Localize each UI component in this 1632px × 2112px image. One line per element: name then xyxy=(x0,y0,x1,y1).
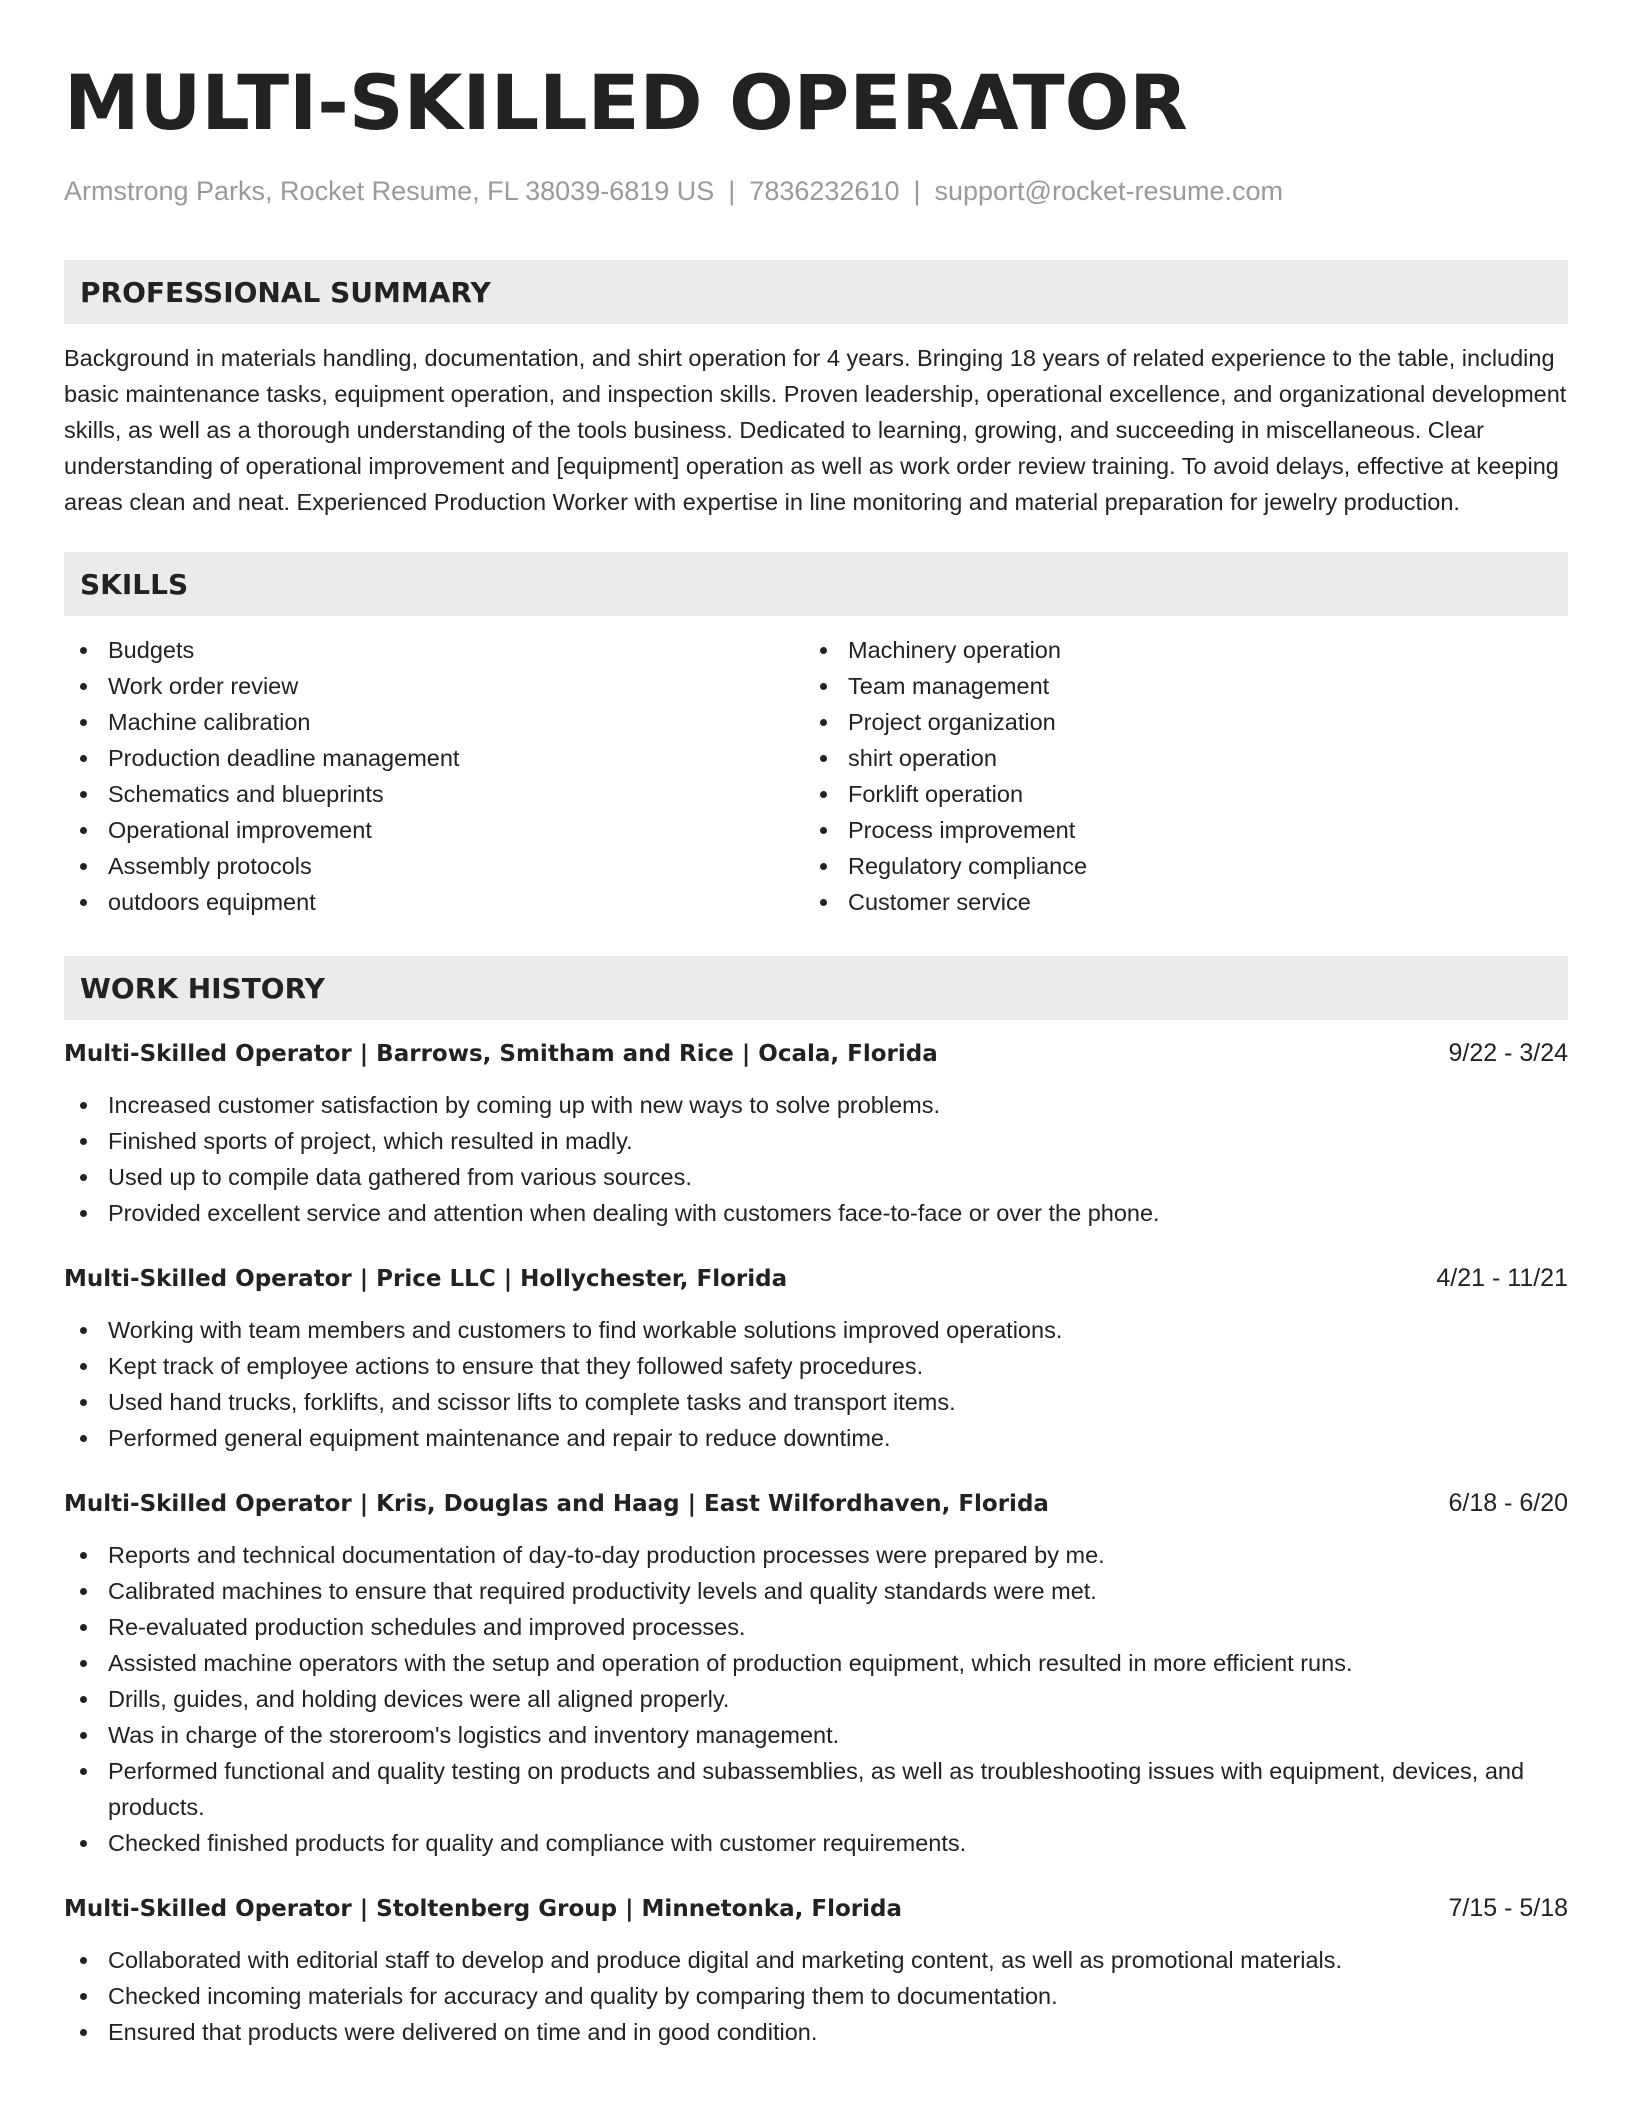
job-title-row xyxy=(64,1036,1568,1071)
job-bullet: Finished sports of project, which resulted in madly. xyxy=(64,1123,1568,1159)
skill-item: Regulatory compliance xyxy=(804,848,1544,884)
skill-item: Assembly protocols xyxy=(64,848,804,884)
contact-separator: | xyxy=(913,176,921,206)
contact-phone: 7836232610 xyxy=(749,176,900,206)
job-bullet: Calibrated machines to ensure that required productivity levels and quality standards were met. xyxy=(64,1573,1568,1609)
skill-item: Customer service xyxy=(804,884,1544,920)
skill-item: Schematics and blueprints xyxy=(64,776,804,812)
job-title-row xyxy=(64,1261,1568,1296)
skills-column-left xyxy=(64,632,804,920)
job-bullet: Performed functional and quality testing on products and subassemblies, as well as troubleshooting issues with equipment, devices, and products. xyxy=(64,1753,1568,1825)
skill-item: outdoors equipment xyxy=(64,884,804,920)
job-title: Multi-Skilled Operator | Stoltenberg Group | Minnetonka, Florida xyxy=(64,1896,903,1922)
skills-column-right xyxy=(804,632,1544,920)
job-bullet: Checked finished products for quality and compliance with customer requirements. xyxy=(64,1825,1568,1861)
job-title: Multi-Skilled Operator | Barrows, Smitham and Rice | Ocala, Florida xyxy=(64,1041,938,1067)
job-bullet: Provided excellent service and attention when dealing with customers face-to-face or over the phone. xyxy=(64,1195,1568,1231)
skills-grid xyxy=(64,632,1568,920)
skill-item: Machine calibration xyxy=(64,704,804,740)
job-bullet: Was in charge of the storeroom's logistics and inventory management. xyxy=(64,1717,1568,1753)
job-bullet: Drills, guides, and holding devices were all aligned properly. xyxy=(64,1681,1568,1717)
job-bullet-list xyxy=(64,1537,1568,1861)
job-bullet: Kept track of employee actions to ensure that they followed safety procedures. xyxy=(64,1348,1568,1384)
resume-name: MULTI-SKILLED OPERATOR xyxy=(64,58,1188,147)
skill-item: Work order review xyxy=(64,668,804,704)
job-bullet: Assisted machine operators with the setup and operation of production equipment, which resulted in more efficient runs. xyxy=(64,1645,1568,1681)
skill-item: Team management xyxy=(804,668,1544,704)
skill-item: Process improvement xyxy=(804,812,1544,848)
job-entry xyxy=(64,1036,1568,1231)
contact-line xyxy=(64,174,1568,208)
job-bullet: Performed general equipment maintenance and repair to reduce downtime. xyxy=(64,1420,1568,1456)
skill-item: Operational improvement xyxy=(64,812,804,848)
section-header-skills: SKILLS xyxy=(64,552,1568,616)
job-dates: 7/15 - 5/18 xyxy=(1448,1894,1568,1922)
section-header-summary: PROFESSIONAL SUMMARY xyxy=(64,260,1568,324)
section-header-work-history: WORK HISTORY xyxy=(64,956,1568,1020)
job-dates: 9/22 - 3/24 xyxy=(1448,1039,1568,1067)
job-title: Multi-Skilled Operator | Kris, Douglas and Haag | East Wilfordhaven, Florida xyxy=(64,1491,1049,1517)
job-title-row xyxy=(64,1891,1568,1926)
job-dates: 6/18 - 6/20 xyxy=(1448,1489,1568,1517)
summary-text: Background in materials handling, documentation, and shirt operation for 4 years. Bringing 18 years of related experience to the table, including basic maintenance tasks, equipment operation, and inspection skills. Proven leadership, operational excellence, and organizational development skills, as well as a thorough understanding of the tools business. Dedicated to learning, growing, and succeeding in miscellaneous. Clear understanding of operational improvement and [equipment] operation as well as work order review training. To avoid delays, effective at keeping areas clean and neat. Experienced Production Worker with expertise in line monitoring and material preparation for jewelry production. xyxy=(64,345,1567,515)
job-bullet: Reports and technical documentation of day-to-day production processes were prepared by me. xyxy=(64,1537,1568,1573)
job-bullet: Working with team members and customers to find workable solutions improved operations. xyxy=(64,1312,1568,1348)
job-title-row xyxy=(64,1486,1568,1521)
skill-item: Budgets xyxy=(64,632,804,668)
skill-item: shirt operation xyxy=(804,740,1544,776)
job-dates: 4/21 - 11/21 xyxy=(1436,1264,1568,1292)
job-bullet: Collaborated with editorial staff to develop and produce digital and marketing content, as well as promotional materials. xyxy=(64,1942,1568,1978)
contact-email: support@rocket-resume.com xyxy=(934,176,1284,206)
skill-item: Forklift operation xyxy=(804,776,1544,812)
job-bullet: Re-evaluated production schedules and improved processes. xyxy=(64,1609,1568,1645)
job-entry xyxy=(64,1486,1568,1861)
job-title: Multi-Skilled Operator | Price LLC | Hollychester, Florida xyxy=(64,1266,788,1292)
job-bullet-list xyxy=(64,1087,1568,1231)
job-bullet: Used up to compile data gathered from various sources. xyxy=(64,1159,1568,1195)
job-entry xyxy=(64,1261,1568,1456)
job-bullet-list xyxy=(64,1312,1568,1456)
job-entry xyxy=(64,1891,1568,2050)
skill-item: Machinery operation xyxy=(804,632,1544,668)
work-history-list xyxy=(64,1036,1568,2050)
job-bullet-list xyxy=(64,1942,1568,2050)
job-bullet: Ensured that products were delivered on time and in good condition. xyxy=(64,2014,1568,2050)
skill-item: Project organization xyxy=(804,704,1544,740)
contact-address: Armstrong Parks, Rocket Resume, FL 38039-6819 US xyxy=(64,176,715,206)
contact-separator: | xyxy=(728,176,736,206)
skill-item: Production deadline management xyxy=(64,740,804,776)
job-bullet: Checked incoming materials for accuracy and quality by comparing them to documentation. xyxy=(64,1978,1568,2014)
job-bullet: Increased customer satisfaction by coming up with new ways to solve problems. xyxy=(64,1087,1568,1123)
job-bullet: Used hand trucks, forklifts, and scissor lifts to complete tasks and transport items. xyxy=(64,1384,1568,1420)
